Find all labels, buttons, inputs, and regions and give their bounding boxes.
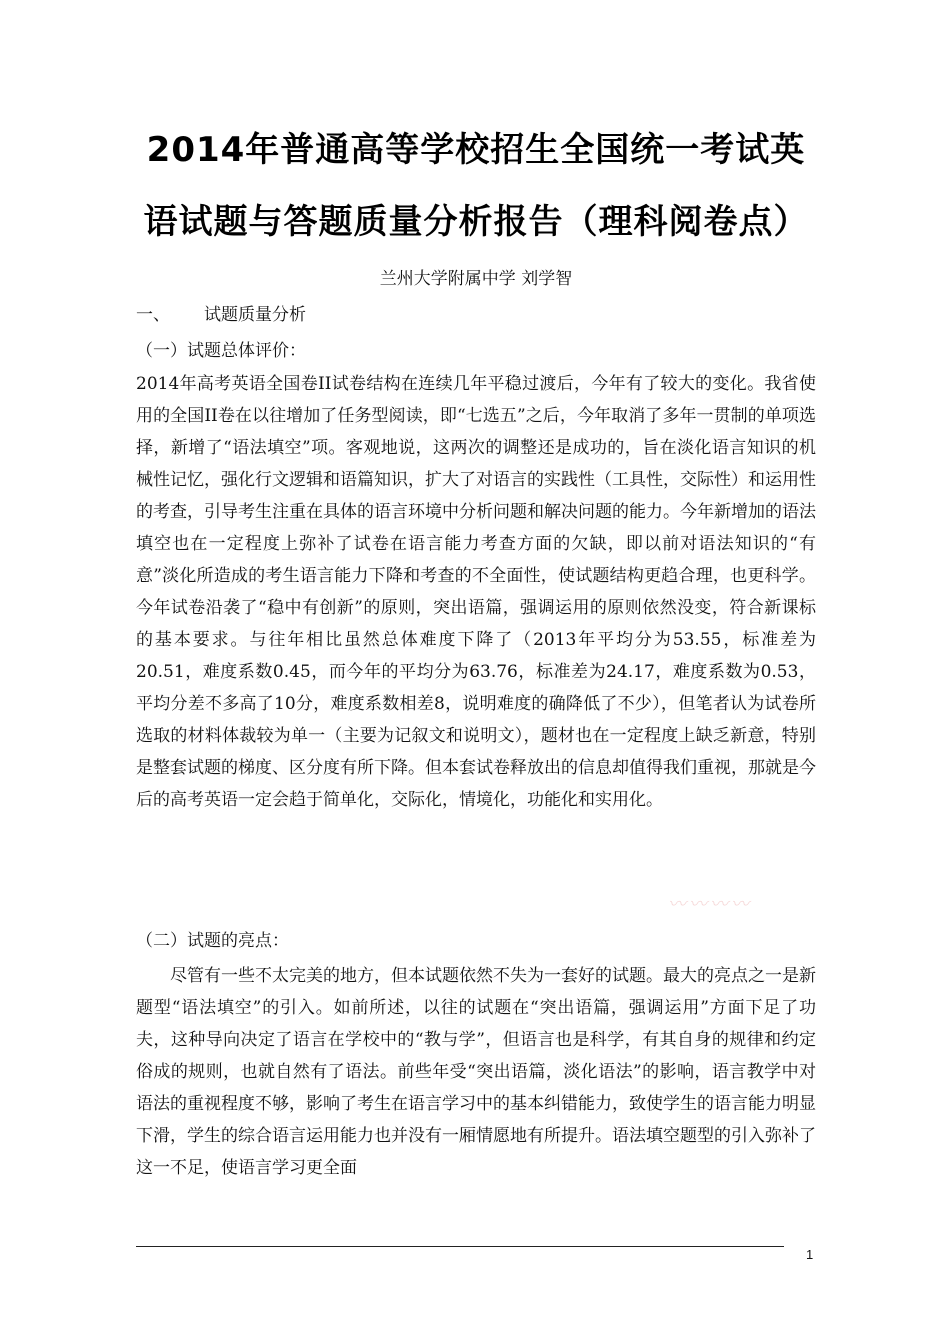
faint-watermark: 〰〰〰〰 [668,894,752,915]
paragraph-overall-evaluation: 2014年高考英语全国卷II试卷结构在连续几年平稳过渡后，今年有了较大的变化。我省使用的全国II卷在以往增加了任务型阅读，即“七选五”之后，今年取消了多年一贯制的单项选择，新增了“语法填空”项。客观地说，这两次的调整还是成功的，旨在淡化语言知识的机械性记忆，强化行文逻辑和语篇知识，扩大了对语言的实践性（工具性，交际性）和运用性的考查，引导考生注重在具体的语言环境中分析问题和解决问题的能力。今年新增加的语法填空也在一定程度上弥补了试卷在语言能力考查方面的欠缺，即以前对语法知识的“有意”淡化所造成的考生语言能力下降和考查的不全面性，使试题结构更趋合理，也更科学。今年试卷沿袭了“稳中有创新”的原则，突出语篇，强调运用的原则依然没变，符合新课标的基本要求。与往年相比虽然总体难度下降了（2013年平均分为53.55，标准差为20.51，难度系数0.45，而今年的平均分为63.76，标准差为24.17，难度系数为0.53，平均分差不多高了10分，难度系数相差8，说明难度的确降低了不少），但笔者认为试卷所选取的材料体裁较为单一（主要为记叙文和说明文），题材也在一定程度上缺乏新意，特别是整套试题的梯度、区分度有所下降。但本套试卷释放出的信息却值得我们重视，那就是今后的高考英语一定会趋于简单化，交际化，情境化，功能化和实用化。 [136,374,816,810]
document-title-line-1: 2014年普通高等学校招生全国统一考试英 [146,130,806,170]
author-line: 兰州大学附属中学 刘学智 [379,269,573,289]
subsection-heading-2: （二）试题的亮点： [136,931,289,951]
section-heading [136,302,306,328]
section-number: 一、 [136,305,170,325]
page-number: 1 [806,1247,814,1262]
subsection-heading-1: （一）试题总体评价： [136,341,306,361]
paragraph-highlights: 尽管有一些不太完美的地方，但本试题依然不失为一套好的试题。最大的亮点之一是新题型“语法填空”的引入。如前所述，以往的试题在“突出语篇，强调运用”方面下足了功夫，这种导向决定了语言在学校中的“教与学”，但语言也是科学，有其自身的规律和约定俗成的规则，也就自然有了语法。前些年受“突出语篇，淡化语法”的影响，语言教学中对语法的重视程度不够，影响了考生在语言学习中的基本纠错能力，致使学生的语言能力明显下滑，学生的综合语言运用能力也并没有一厢情愿地有所提升。语法填空题型的引入弥补了这一不足，使语言学习更全面 [136,966,816,1178]
section-title: 试题质量分析 [204,305,306,325]
footer-divider [136,1246,784,1247]
document-title-line-2: 语试题与答题质量分析报告（理科阅卷点） [143,202,809,242]
